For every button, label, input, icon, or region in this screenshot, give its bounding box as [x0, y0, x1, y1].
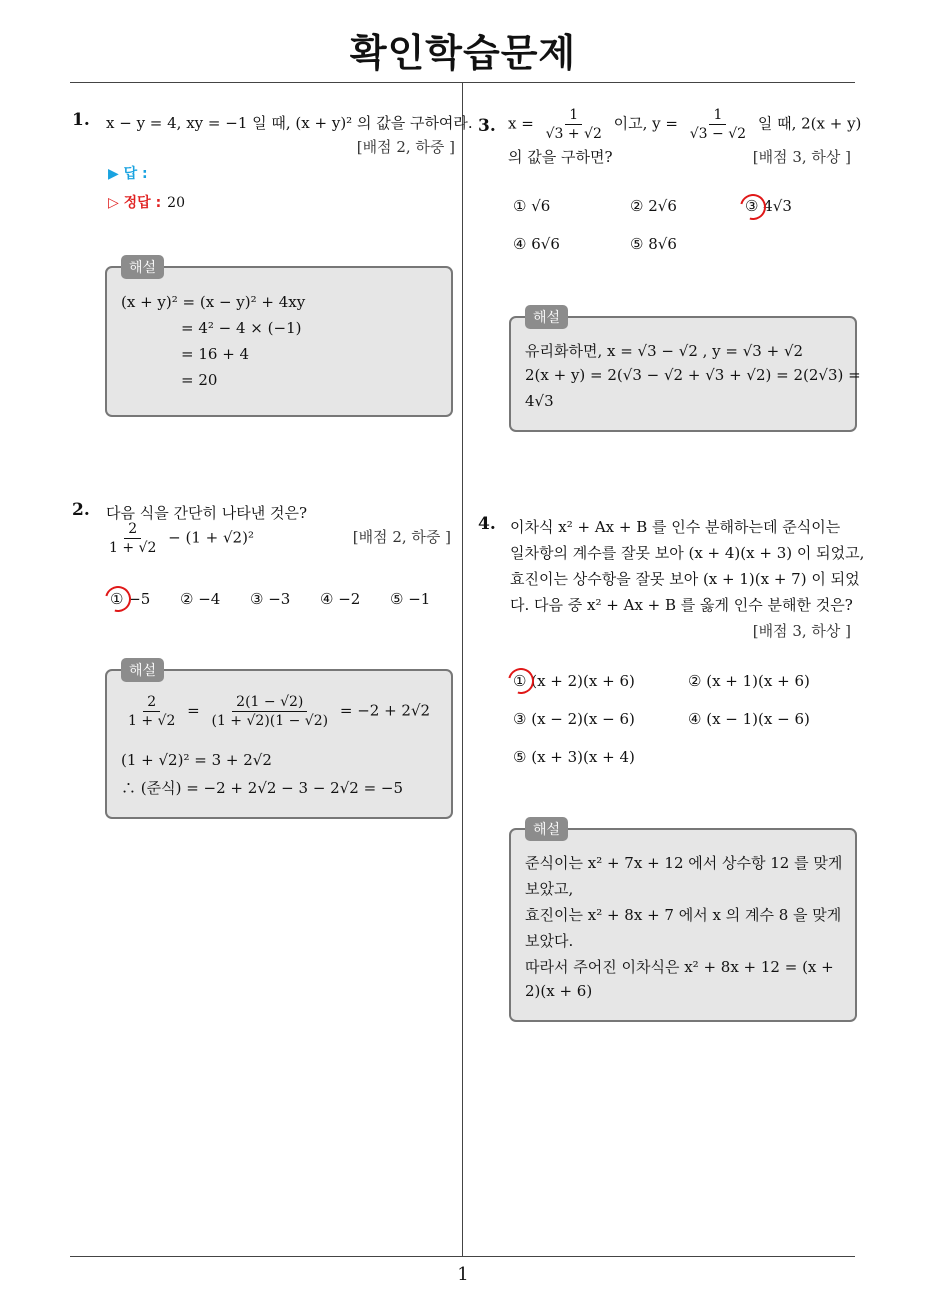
choice-5[interactable]: ⑤ 8√6	[630, 235, 677, 253]
solution-box-1	[105, 260, 453, 417]
choice-4[interactable]: ④ (x − 1)(x − 6)	[688, 710, 810, 728]
fraction-denominator: √3 + √2	[545, 126, 602, 142]
choice-3[interactable]: ③ 4√3	[745, 197, 792, 215]
solution-line: (1 + √2)² = 3 + 2√2	[121, 751, 272, 769]
expression-tail: − (1 + √2)²	[168, 528, 254, 547]
score-label: [배점 2, 하중 ]	[352, 528, 451, 546]
solution-line: 보았다.	[525, 932, 574, 950]
choice-5[interactable]: ⑤ (x + 3)(x + 4)	[513, 748, 635, 766]
choice-4[interactable]: ④ −2	[320, 590, 361, 608]
column-divider	[462, 82, 463, 1256]
question-line: 다. 다음 중 x² + Ax + B 를 옳게 인수 분해한 것은?	[510, 596, 853, 614]
fraction	[542, 106, 606, 143]
question-text-2: 의 값을 구하면?	[508, 148, 613, 166]
question-2	[72, 500, 457, 560]
question-number: 1.	[72, 110, 90, 130]
question-text: x − y = 4, xy = −1 일 때, (x + y)² 의 값을 구하여라.	[106, 114, 473, 132]
solution-box-3	[509, 310, 861, 432]
question-number: 4.	[478, 514, 496, 534]
page-title: 확인학습문제	[349, 31, 577, 75]
fraction	[207, 693, 332, 730]
question-number: 3.	[478, 116, 496, 136]
solution-line: ∴ (준식) = −2 + 2√2 − 3 − 2√2 = −5	[121, 779, 404, 797]
page-number: 1	[457, 1264, 469, 1285]
choice-1[interactable]: ① (x + 2)(x + 6)	[513, 672, 635, 690]
question-4	[478, 514, 863, 644]
question-line: 일차항의 계수를 잘못 보아 (x + 4)(x + 3) 이 되었고,	[510, 544, 865, 562]
score-label: [배점 3, 하상 ]	[752, 148, 851, 166]
choice-3[interactable]: ③ (x − 2)(x − 6)	[513, 710, 635, 728]
solution-line: = 4² − 4 × (−1)	[181, 319, 302, 337]
text-tail: 일 때, 2(x + y)	[757, 114, 862, 133]
score-label: [배점 3, 하상 ]	[752, 622, 851, 640]
fraction	[105, 520, 160, 557]
question-line: 효진이는 상수항을 잘못 보아 (x + 1)(x + 7) 이 되었	[510, 570, 860, 588]
solution-box-2	[105, 663, 453, 819]
solution-line: 2(x + y) = 2(√3 − √2 + √3 + √2) = 2(2√3) =	[525, 366, 861, 384]
solution-tag: 해설	[121, 658, 164, 682]
solution-line: $\frac{2}{1 + √2}$ = $\frac{2(1 - √2)}{(1 + √2)(1 - √2)}$ = −2 + 2√2	[121, 693, 430, 730]
bottom-rule	[70, 1256, 855, 1257]
fraction	[124, 693, 179, 730]
selected-answer-circle	[503, 663, 539, 699]
solution-tag: 해설	[525, 305, 568, 329]
solution-line: (x + y)² = (x − y)² + 4xy	[121, 293, 306, 311]
solution-line: 준식이는 x² + 7x + 12 에서 상수항 12 를 맞게	[525, 854, 843, 872]
question-number: 2.	[72, 500, 90, 520]
question-text	[508, 106, 861, 143]
fraction-denominator: 1 + √2	[109, 540, 157, 556]
choice-2[interactable]: ② 2√6	[630, 197, 677, 215]
correct-answer	[108, 192, 185, 212]
question-line: 이차식 x² + Ax + B 를 인수 분해하는데 준식이는	[510, 518, 841, 536]
choice-5[interactable]: ⑤ −1	[390, 590, 431, 608]
solution-box-4	[509, 822, 857, 1022]
choice-3[interactable]: ③ −3	[250, 590, 291, 608]
question-3	[478, 106, 863, 166]
fraction	[686, 106, 750, 143]
solution-line: = 20	[181, 371, 218, 389]
correct-answer-value: 20	[167, 195, 185, 211]
solution-tag: 해설	[525, 817, 568, 841]
choice-2[interactable]: ② (x + 1)(x + 6)	[688, 672, 810, 690]
question-1	[72, 110, 473, 170]
solution-result: = −2 + 2√2	[339, 701, 431, 720]
solution-tag: 해설	[121, 255, 164, 279]
choice-1[interactable]: ① √6	[513, 197, 551, 215]
question-text: 다음 식을 간단히 나타낸 것은?	[106, 504, 307, 522]
solution-line: 4√3	[525, 392, 554, 410]
text-middle: 이고, y =	[613, 114, 678, 133]
solution-line: 보았고,	[525, 880, 574, 898]
fraction-numerator: 1	[709, 106, 726, 125]
solution-line: 2)(x + 6)	[525, 982, 593, 1000]
fraction-numerator: 2	[143, 693, 160, 712]
fraction-numerator: 2	[124, 520, 141, 539]
fraction-denominator: √3 − √2	[689, 126, 747, 142]
x-label: x =	[508, 114, 534, 133]
choice-1[interactable]: ① −5	[110, 590, 151, 608]
solution-line: 유리화하면, x = √3 − √2 , y = √3 + √2	[525, 342, 804, 360]
fraction-numerator: 1	[565, 106, 582, 125]
correct-answer-label: ▷ 정답 :	[108, 195, 162, 211]
fraction-denominator: 1 + √2	[128, 713, 176, 729]
fraction-numerator: 2(1 − √2)	[232, 693, 307, 712]
solution-line: = 16 + 4	[181, 345, 250, 363]
fraction-denominator: (1 + √2)(1 − √2)	[211, 713, 329, 729]
selected-answer-circle	[100, 581, 136, 617]
selected-answer-circle	[735, 189, 771, 225]
solution-line: 효진이는 x² + 8x + 7 에서 x 의 계수 8 을 맞게	[525, 906, 842, 924]
solution-line: 따라서 주어진 이차식은 x² + 8x + 12 = (x +	[525, 958, 834, 976]
question-expression	[102, 520, 254, 557]
choice-4[interactable]: ④ 6√6	[513, 235, 560, 253]
choice-2[interactable]: ② −4	[180, 590, 221, 608]
score-label: [배점 2, 하중 ]	[356, 138, 455, 156]
answer-prompt: ▶ 답 :	[108, 166, 148, 182]
